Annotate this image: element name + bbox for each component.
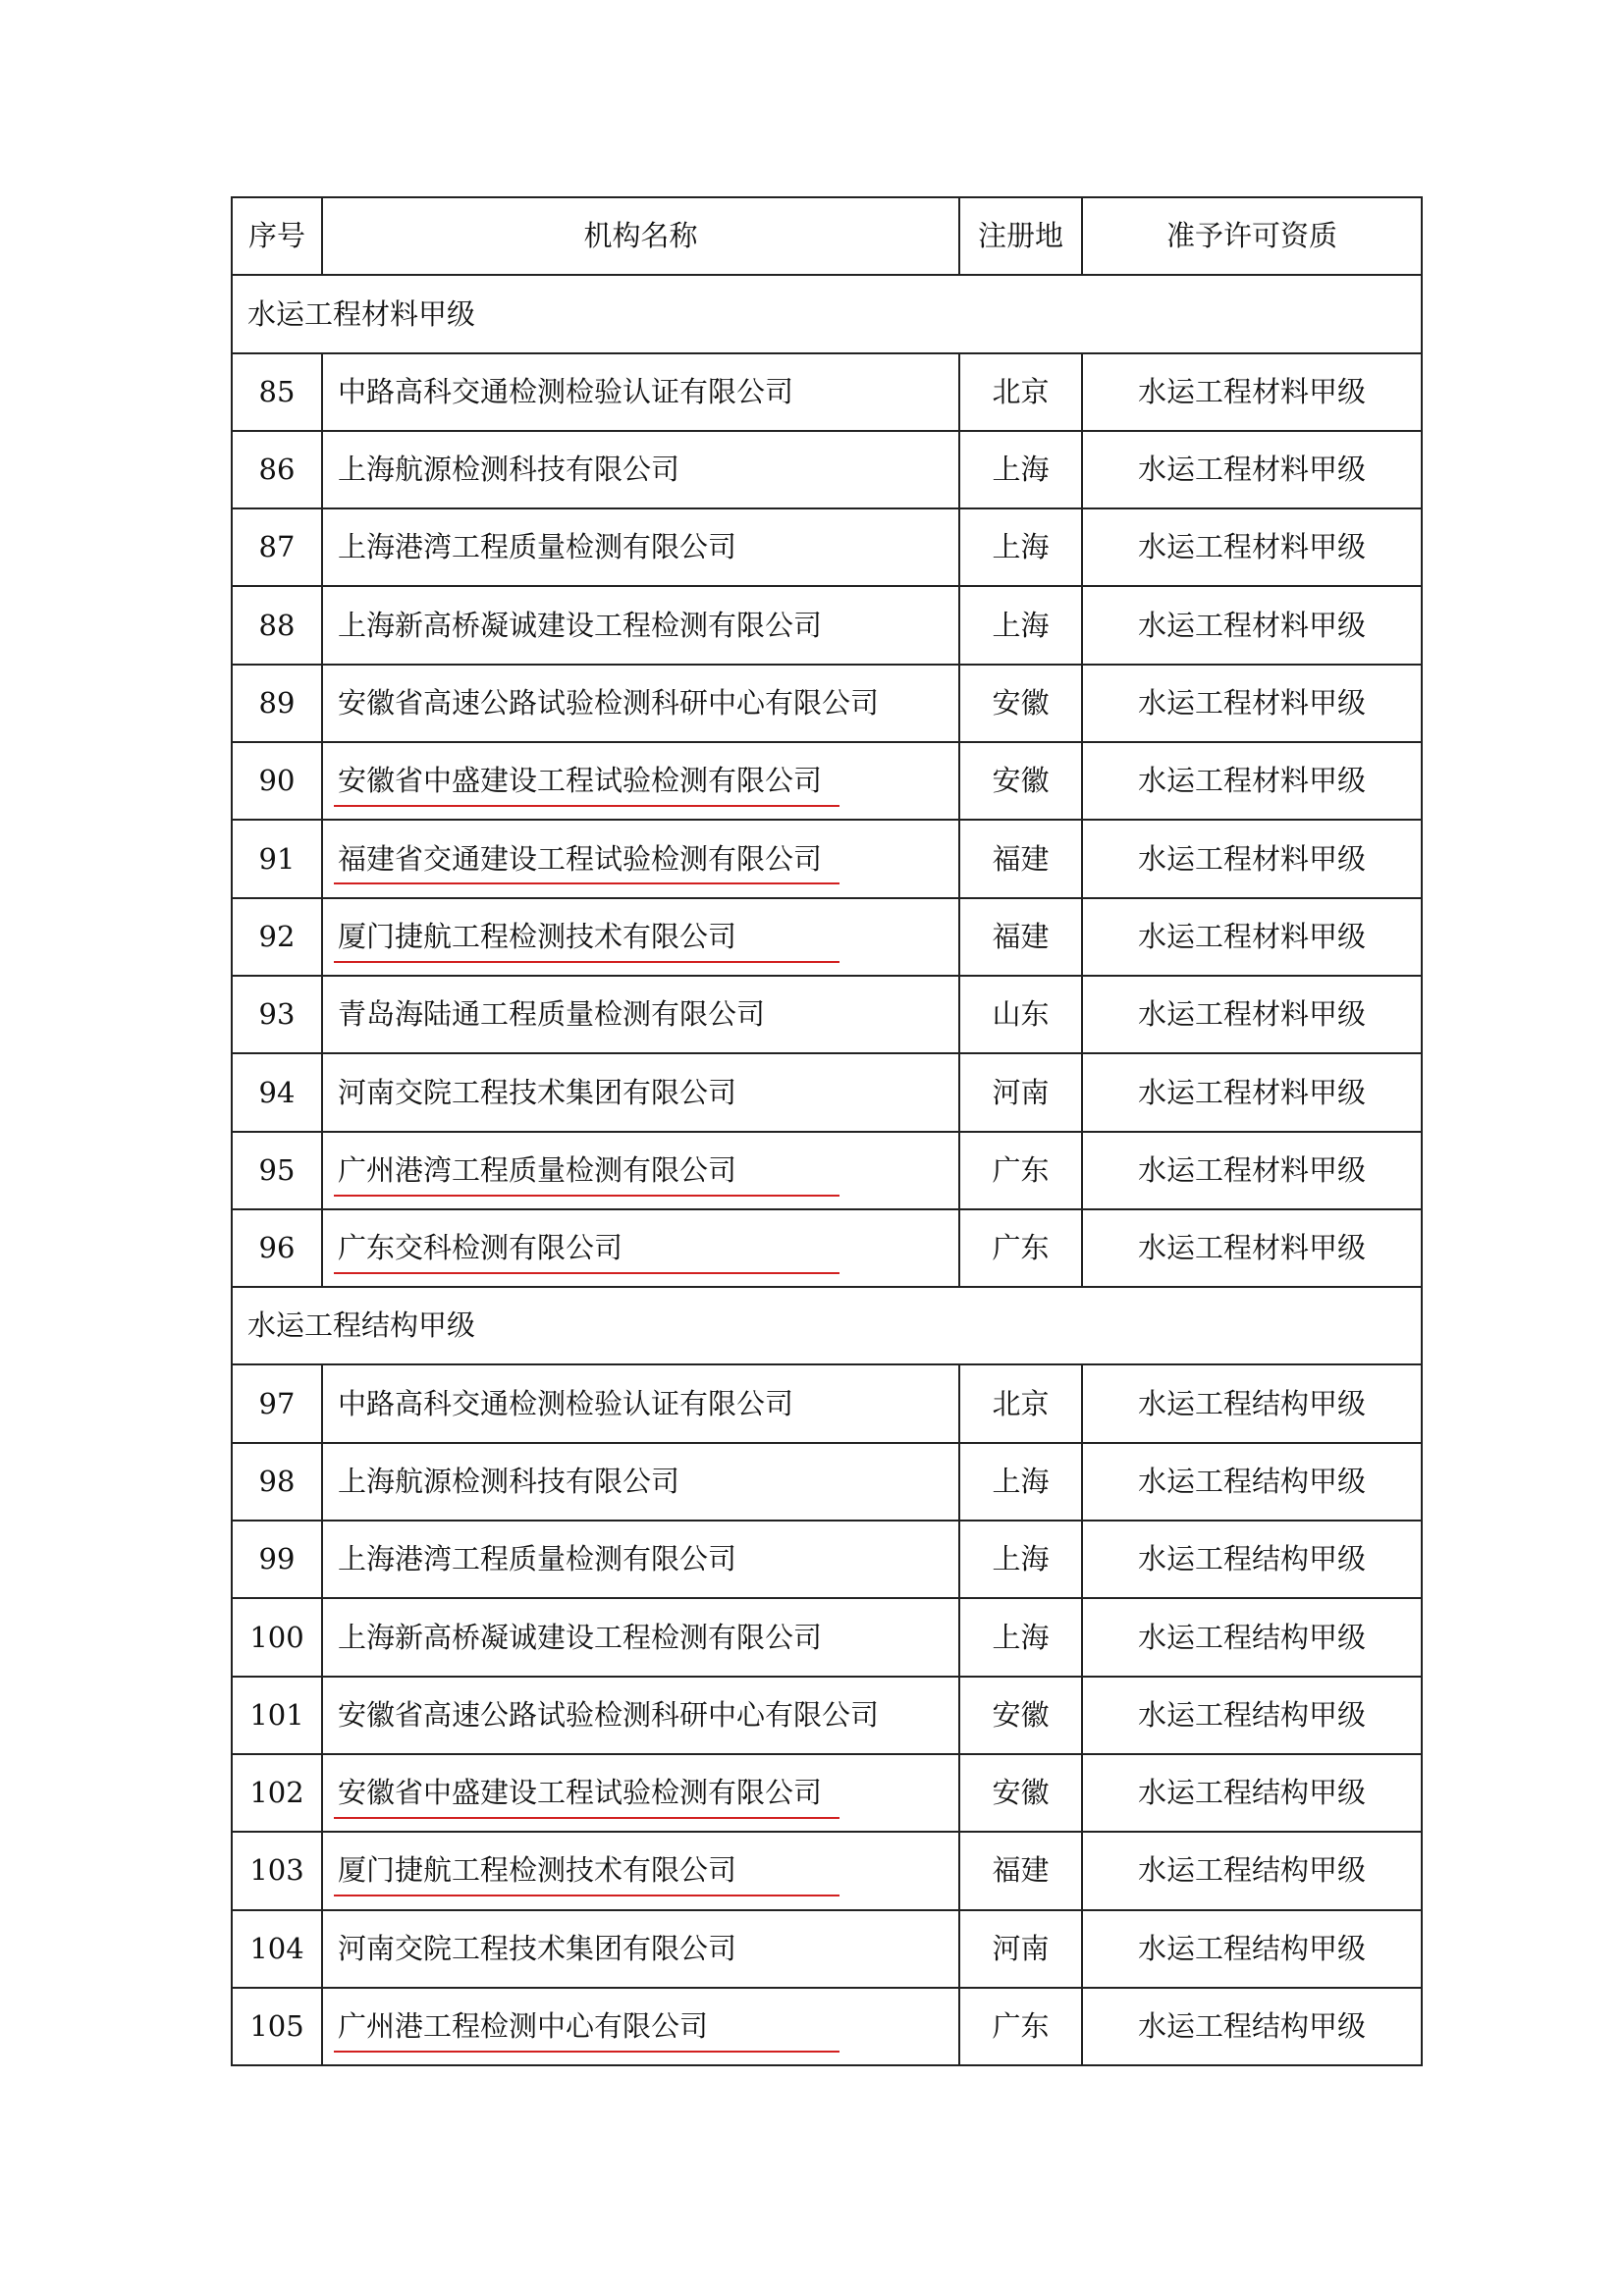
table-row — [232, 1053, 1422, 1131]
institution-name-wrapper — [338, 1542, 736, 1576]
institution-name-wrapper — [338, 1621, 822, 1655]
institution-name: 广东交科检测有限公司 — [338, 1231, 623, 1265]
institution-name-wrapper — [338, 1153, 736, 1188]
cell-registered: 安徽 — [959, 665, 1082, 742]
cell-registered: 上海 — [959, 1598, 1082, 1676]
cell-qualification: 水运工程材料甲级 — [1082, 1209, 1422, 1287]
institution-name-wrapper — [338, 1387, 793, 1421]
cell-seq: 103 — [232, 1832, 322, 1909]
cell-qualification: 水运工程材料甲级 — [1082, 665, 1422, 742]
cell-registered: 福建 — [959, 820, 1082, 897]
cell-seq: 89 — [232, 665, 322, 742]
institution-name-wrapper — [338, 1231, 623, 1265]
cell-seq: 87 — [232, 508, 322, 586]
cell-qualification: 水运工程材料甲级 — [1082, 820, 1422, 897]
cell-seq: 90 — [232, 742, 322, 820]
table-row — [232, 1754, 1422, 1832]
cell-registered: 广东 — [959, 1209, 1082, 1287]
cell-qualification: 水运工程材料甲级 — [1082, 431, 1422, 508]
cell-qualification: 水运工程结构甲级 — [1082, 1443, 1422, 1521]
institution-name: 上海新高桥凝诚建设工程检测有限公司 — [338, 1620, 823, 1654]
cell-seq: 97 — [232, 1364, 322, 1442]
cell-registered: 北京 — [959, 1364, 1082, 1442]
cell-name — [322, 1364, 959, 1442]
cell-qualification: 水运工程材料甲级 — [1082, 353, 1422, 431]
cell-seq: 105 — [232, 1988, 322, 2065]
cell-qualification: 水运工程材料甲级 — [1082, 898, 1422, 976]
cell-name — [322, 1053, 959, 1131]
institution-name: 厦门捷航工程检测技术有限公司 — [338, 1853, 737, 1888]
institution-name: 河南交院工程技术集团有限公司 — [338, 1075, 737, 1109]
cell-name — [322, 1132, 959, 1209]
institution-name-wrapper — [338, 530, 736, 564]
table-row — [232, 1443, 1422, 1521]
red-underline-mark — [334, 805, 839, 807]
cell-name — [322, 665, 959, 742]
institution-name: 上海港湾工程质量检测有限公司 — [338, 530, 737, 564]
cell-registered: 上海 — [959, 1443, 1082, 1521]
red-underline-mark — [334, 1895, 839, 1896]
table-row — [232, 1521, 1422, 1598]
table-row — [232, 1598, 1422, 1676]
cell-name — [322, 1832, 959, 1909]
red-underline-mark — [334, 1195, 839, 1197]
cell-name — [322, 1598, 959, 1676]
institution-name-wrapper — [338, 920, 736, 954]
cell-registered: 河南 — [959, 1053, 1082, 1131]
table-row — [232, 1988, 1422, 2065]
header-registered: 注册地 — [959, 197, 1082, 275]
institution-name-wrapper — [338, 1076, 736, 1110]
qualification-table — [231, 196, 1423, 2066]
cell-name — [322, 1988, 959, 2065]
cell-qualification: 水运工程材料甲级 — [1082, 508, 1422, 586]
red-underline-mark — [334, 1817, 839, 1819]
cell-qualification: 水运工程材料甲级 — [1082, 1132, 1422, 1209]
table-row — [232, 1910, 1422, 1988]
table-row — [232, 1364, 1422, 1442]
institution-name: 安徽省中盛建设工程试验检测有限公司 — [338, 764, 823, 798]
cell-qualification: 水运工程结构甲级 — [1082, 1364, 1422, 1442]
section-title: 水运工程结构甲级 — [232, 1287, 1422, 1364]
institution-name: 河南交院工程技术集团有限公司 — [338, 1931, 737, 1965]
institution-name: 上海航源检测科技有限公司 — [338, 1465, 680, 1498]
institution-name: 安徽省高速公路试验检测科研中心有限公司 — [338, 1697, 880, 1732]
cell-qualification: 水运工程结构甲级 — [1082, 1754, 1422, 1832]
cell-name — [322, 1677, 959, 1754]
cell-registered: 安徽 — [959, 1677, 1082, 1754]
table-row — [232, 1832, 1422, 1909]
section-title: 水运工程材料甲级 — [232, 275, 1422, 352]
institution-name: 上海新高桥凝诚建设工程检测有限公司 — [338, 608, 823, 642]
cell-name — [322, 742, 959, 820]
cell-seq: 101 — [232, 1677, 322, 1754]
table-row — [232, 1132, 1422, 1209]
institution-name: 中路高科交通检测检验认证有限公司 — [338, 374, 794, 408]
cell-registered: 河南 — [959, 1910, 1082, 1988]
table-row — [232, 976, 1422, 1053]
cell-seq: 93 — [232, 976, 322, 1053]
cell-seq: 96 — [232, 1209, 322, 1287]
cell-registered: 上海 — [959, 508, 1082, 586]
cell-name — [322, 1443, 959, 1521]
institution-name-wrapper — [338, 609, 822, 643]
institution-name: 青岛海陆通工程质量检测有限公司 — [338, 997, 766, 1032]
table-body — [232, 275, 1422, 2065]
institution-name-wrapper — [338, 1776, 822, 1810]
table-row — [232, 508, 1422, 586]
cell-name — [322, 431, 959, 508]
cell-registered: 山东 — [959, 976, 1082, 1053]
table-row — [232, 1209, 1422, 1287]
cell-registered: 上海 — [959, 431, 1082, 508]
institution-name-wrapper — [338, 2009, 708, 2044]
cell-seq: 86 — [232, 431, 322, 508]
table-header-row — [232, 197, 1422, 275]
table-row — [232, 1677, 1422, 1754]
institution-name-wrapper — [338, 686, 879, 721]
cell-name — [322, 586, 959, 664]
cell-registered: 北京 — [959, 353, 1082, 431]
cell-name — [322, 1910, 959, 1988]
cell-seq: 92 — [232, 898, 322, 976]
cell-seq: 102 — [232, 1754, 322, 1832]
table-row — [232, 742, 1422, 820]
institution-name-wrapper — [338, 1932, 736, 1966]
red-underline-mark — [334, 2051, 839, 2053]
cell-seq: 91 — [232, 820, 322, 897]
institution-name-wrapper — [338, 1853, 736, 1888]
institution-name: 上海港湾工程质量检测有限公司 — [338, 1542, 737, 1576]
cell-qualification: 水运工程结构甲级 — [1082, 1910, 1422, 1988]
header-qualification: 准予许可资质 — [1082, 197, 1422, 275]
institution-name-wrapper — [338, 375, 793, 409]
cell-registered: 上海 — [959, 1521, 1082, 1598]
cell-qualification: 水运工程结构甲级 — [1082, 1988, 1422, 2065]
institution-name: 广州港工程检测中心有限公司 — [338, 2009, 709, 2044]
institution-name: 上海航源检测科技有限公司 — [338, 453, 680, 487]
cell-qualification: 水运工程材料甲级 — [1082, 976, 1422, 1053]
cell-registered: 福建 — [959, 1832, 1082, 1909]
cell-seq: 88 — [232, 586, 322, 664]
cell-name — [322, 508, 959, 586]
institution-name: 厦门捷航工程检测技术有限公司 — [338, 919, 737, 953]
cell-seq: 85 — [232, 353, 322, 431]
institution-name: 安徽省高速公路试验检测科研中心有限公司 — [338, 686, 880, 721]
cell-qualification: 水运工程材料甲级 — [1082, 742, 1422, 820]
cell-name — [322, 1754, 959, 1832]
cell-name — [322, 976, 959, 1053]
cell-registered: 广东 — [959, 1988, 1082, 2065]
header-seq: 序号 — [232, 197, 322, 275]
cell-seq: 94 — [232, 1053, 322, 1131]
table-row — [232, 586, 1422, 664]
cell-name — [322, 820, 959, 897]
institution-name-wrapper — [338, 764, 822, 798]
institution-name: 广州港湾工程质量检测有限公司 — [338, 1152, 737, 1187]
cell-qualification: 水运工程结构甲级 — [1082, 1521, 1422, 1598]
table-row — [232, 665, 1422, 742]
cell-registered: 安徽 — [959, 1754, 1082, 1832]
section-row — [232, 275, 1422, 352]
section-row — [232, 1287, 1422, 1364]
institution-name-wrapper — [338, 997, 765, 1032]
cell-seq: 99 — [232, 1521, 322, 1598]
header-name: 机构名称 — [322, 197, 959, 275]
cell-name — [322, 1209, 959, 1287]
cell-qualification: 水运工程材料甲级 — [1082, 1053, 1422, 1131]
table-row — [232, 820, 1422, 897]
cell-seq: 95 — [232, 1132, 322, 1209]
cell-name — [322, 898, 959, 976]
red-underline-mark — [334, 882, 839, 884]
table-row — [232, 898, 1422, 976]
cell-qualification: 水运工程材料甲级 — [1082, 586, 1422, 664]
cell-registered: 广东 — [959, 1132, 1082, 1209]
institution-name-wrapper — [338, 1465, 679, 1499]
cell-qualification: 水运工程结构甲级 — [1082, 1677, 1422, 1754]
red-underline-mark — [334, 1272, 839, 1274]
cell-name — [322, 353, 959, 431]
cell-registered: 福建 — [959, 898, 1082, 976]
table-row — [232, 431, 1422, 508]
cell-seq: 100 — [232, 1598, 322, 1676]
cell-qualification: 水运工程结构甲级 — [1082, 1832, 1422, 1909]
institution-name-wrapper — [338, 842, 822, 877]
cell-seq: 104 — [232, 1910, 322, 1988]
institution-name-wrapper — [338, 1698, 879, 1733]
cell-registered: 安徽 — [959, 742, 1082, 820]
institution-name: 安徽省中盛建设工程试验检测有限公司 — [338, 1776, 823, 1810]
table-row — [232, 353, 1422, 431]
institution-name: 福建省交通建设工程试验检测有限公司 — [338, 841, 823, 876]
cell-name — [322, 1521, 959, 1598]
red-underline-mark — [334, 961, 839, 963]
institution-name: 中路高科交通检测检验认证有限公司 — [338, 1386, 794, 1420]
institution-name-wrapper — [338, 453, 679, 487]
cell-qualification: 水运工程结构甲级 — [1082, 1598, 1422, 1676]
cell-seq: 98 — [232, 1443, 322, 1521]
cell-registered: 上海 — [959, 586, 1082, 664]
